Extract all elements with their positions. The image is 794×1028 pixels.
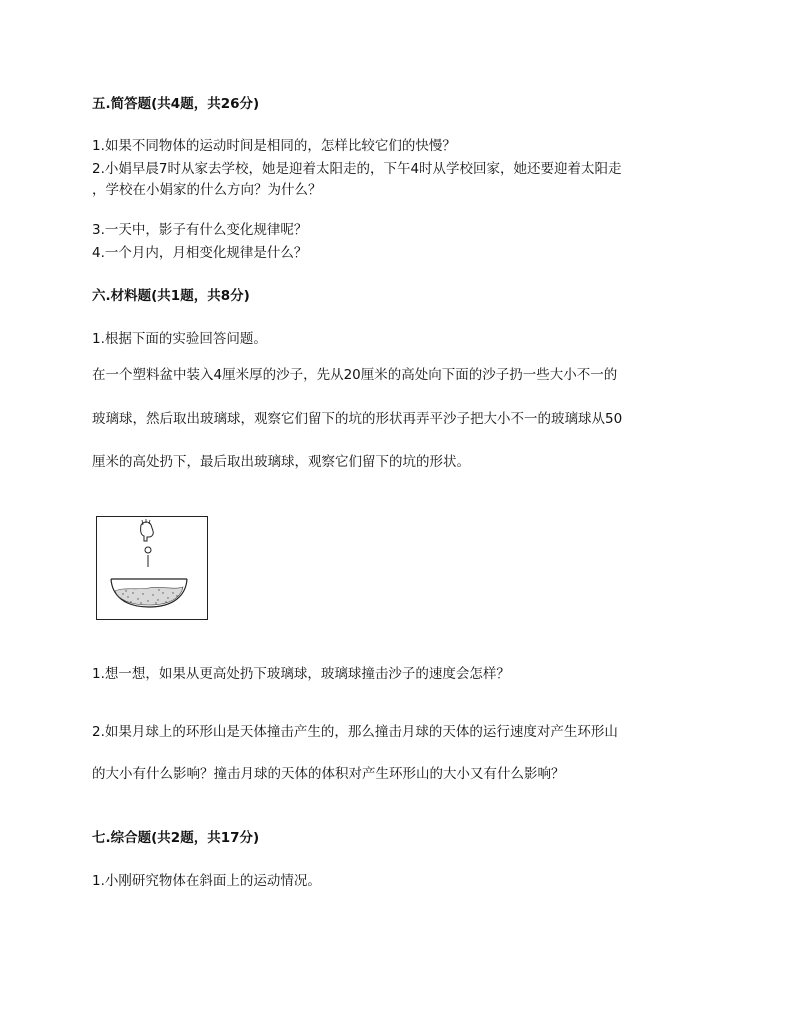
section-5-question-4: 4.一个月内，月相变化规律是什么？ <box>92 245 308 261</box>
experiment-paragraph-line-2: 玻璃球，然后取出玻璃球，观察它们留下的坑的形状再弄平沙子把大小不一的玻璃球从50 <box>92 411 623 427</box>
section-6-title: 六.材料题(共1题，共8分) <box>92 288 250 304</box>
hand-dropping-ball-into-sand-bowl-icon <box>97 517 207 619</box>
section-7-title: 七.综合题(共2题，共17分) <box>92 830 260 846</box>
section-6-subquestion-2-line-2: 的大小有什么影响？撞击月球的天体的体积对产生环形山的大小又有什么影响？ <box>92 766 565 782</box>
section-5-question-1: 1.如果不同物体的运动时间是相同的，怎样比较它们的快慢？ <box>92 138 456 154</box>
section-5-question-2-line-1: 2.小娟早晨7时从家去学校，她是迎着太阳走的，下午4时从学校回家，她还要迎着太阳走 <box>92 161 622 177</box>
experiment-paragraph-line-1: 在一个塑料盆中装入4厘米厚的沙子，先从20厘米的高处向下面的沙子扔一些大小不一的 <box>92 367 618 383</box>
section-5-question-2-line-2: ，学校在小娟家的什么方向？为什么？ <box>92 182 322 198</box>
experiment-paragraph-line-3: 厘米的高处扔下，最后取出玻璃球，观察它们留下的坑的形状。 <box>92 454 470 470</box>
section-6-subquestion-1: 1.想一想，如果从更高处扔下玻璃球，玻璃球撞击沙子的速度会怎样？ <box>92 666 510 682</box>
section-5-question-3: 3.一天中，影子有什么变化规律呢？ <box>92 222 308 238</box>
section-7-question-1: 1.小刚研究物体在斜面上的运动情况。 <box>92 873 321 889</box>
experiment-figure <box>96 516 208 620</box>
section-5-title: 五.简答题(共4题，共26分) <box>92 96 260 112</box>
section-6-question-1: 1.根据下面的实验回答问题。 <box>92 331 267 347</box>
section-6-subquestion-2-line-1: 2.如果月球上的环形山是天体撞击产生的，那么撞击月球的天体的运行速度对产生环形山 <box>92 724 618 740</box>
